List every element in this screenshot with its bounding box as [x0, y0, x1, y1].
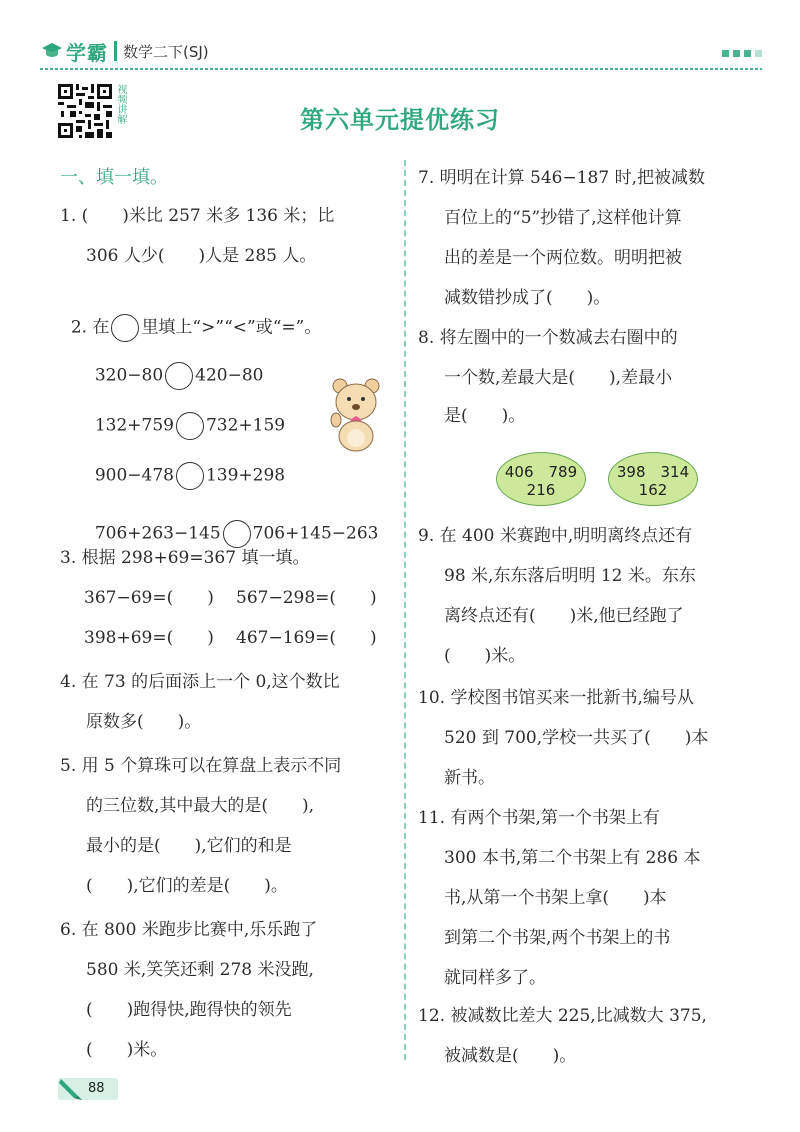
compare-left: 320−80: [94, 365, 164, 386]
brand-logo: [40, 36, 209, 66]
question-5-line3: 最小的是( ),它们的和是: [86, 836, 292, 856]
compare-left: 132+759: [94, 415, 174, 436]
compare-right: 420−80: [195, 365, 264, 386]
question-11-line5: 就同样多了。: [444, 968, 546, 988]
page-number-text: 88: [88, 1081, 105, 1096]
question-3-a: 367−69=( ): [84, 588, 214, 608]
compare-row-3: [84, 438, 285, 490]
question-9-line4: ( )米。: [444, 646, 526, 666]
header-rule: [40, 68, 762, 70]
compare-circle[interactable]: [176, 412, 204, 440]
logo-text: 学霸: [66, 40, 108, 65]
page-title: 第六单元提优练习: [300, 106, 500, 134]
question-3-b: 567−298=( ): [236, 588, 377, 608]
question-5-line4: ( ),它们的差是( )。: [86, 876, 288, 896]
column-divider: [404, 160, 406, 1060]
question-7-line1: 7. 明明在计算 546−187 时,把被减数: [418, 168, 705, 188]
question-3-d: 467−169=( ): [236, 628, 377, 648]
compare-right: 732+159: [205, 415, 286, 436]
logo-separator: [114, 41, 117, 61]
question-3-prompt: 3. 根据 298+69=367 填一填。: [60, 548, 310, 568]
compare-circle[interactable]: [223, 520, 251, 548]
page-header: [40, 36, 762, 72]
compare-row-2: [84, 388, 285, 440]
question-2-suffix: 里填上“>”“<”或“=”。: [141, 317, 322, 338]
compare-row-1: [84, 338, 263, 390]
question-2-prefix: 2. 在: [70, 317, 110, 338]
question-1-line2: 306 人少( )人是 285 人。: [86, 246, 317, 266]
page-number: [58, 1078, 118, 1100]
compare-left: 900−478: [94, 465, 174, 486]
question-9-line1: 9. 在 400 米赛跑中,明明离终点还有: [418, 526, 693, 546]
right-number-oval: [608, 452, 698, 506]
question-10-line2: 520 到 700,学校一共买了( )本: [444, 728, 709, 748]
question-10-line1: 10. 学校图书馆买来一批新书,编号从: [418, 688, 694, 708]
compare-right: 706+145−263: [252, 523, 379, 544]
compare-row-4: [84, 496, 379, 548]
book-title: 数学二下(SJ): [123, 42, 209, 61]
question-8-line3: 是( )。: [444, 406, 526, 426]
question-11-line4: 到第二个书架,两个书架上的书: [444, 928, 671, 948]
question-11-line1: 11. 有两个书架,第一个书架上有: [418, 808, 660, 828]
question-2-prompt: [60, 290, 321, 342]
question-1-line1: 1. ( )米比 257 米多 136 米；比: [60, 206, 335, 226]
question-12-line2: 被减数是( )。: [444, 1046, 577, 1066]
question-6-line1: 6. 在 800 米跑步比赛中,乐乐跑了: [60, 920, 318, 940]
question-12-line1: 12. 被减数比差大 225,比减数大 375,: [418, 1006, 707, 1026]
question-8-line1: 8. 将左圈中的一个数减去右圈中的: [418, 328, 678, 348]
compare-left: 706+263−145: [94, 523, 221, 544]
question-3-c: 398+69=( ): [84, 628, 214, 648]
question-5-line1: 5. 用 5 个算珠可以在算盘上表示不同: [60, 756, 342, 776]
question-7-line4: 减数错抄成了( )。: [444, 288, 611, 308]
header-squares: [722, 50, 762, 57]
oval-numbers-bottom: 162: [638, 481, 668, 499]
pencil-icon: [58, 1076, 84, 1102]
question-7-line3: 出的差是一个两位数。明明把被: [444, 248, 682, 268]
oval-numbers-top: 406 789: [504, 463, 578, 481]
question-8-line2: 一个数,差最大是( ),差最小: [444, 368, 673, 388]
page-number-box: [58, 1078, 118, 1100]
graduation-cap-icon: [40, 39, 64, 63]
section-heading: 一、填一填。: [60, 167, 168, 188]
compare-circle[interactable]: [165, 362, 193, 390]
question-11-line3: 书,从第一个书架上拿( )本: [444, 888, 667, 908]
number-circles: [496, 452, 706, 512]
question-9-line2: 98 米,东东落后明明 12 米。东东: [444, 566, 696, 586]
oval-numbers-bottom: 216: [526, 481, 556, 499]
question-6-line2: 580 米,笑笑还剩 278 米没跑,: [86, 960, 314, 980]
question-7-line2: 百位上的“5”抄错了,这样他计算: [444, 208, 682, 228]
oval-numbers-top: 398 314: [616, 463, 690, 481]
question-6-line4: ( )米。: [86, 1040, 168, 1060]
question-6-line3: ( )跑得快,跑得快的领先: [86, 1000, 292, 1020]
question-10-line3: 新书。: [444, 768, 495, 788]
question-9-line3: 离终点还有( )米,他已经跑了: [444, 606, 684, 626]
question-4-line1: 4. 在 73 的后面添上一个 0,这个数比: [60, 672, 340, 692]
left-number-oval: [496, 452, 586, 506]
bear-illustration: [326, 376, 386, 452]
question-4-line2: 原数多( )。: [86, 712, 202, 732]
qr-label: 视频讲解: [115, 84, 126, 124]
compare-right: 139+298: [205, 465, 286, 486]
question-11-line2: 300 本书,第二个书架上有 286 本: [444, 848, 701, 868]
question-5-line2: 的三位数,其中最大的是( ),: [86, 796, 315, 816]
compare-circle[interactable]: [176, 462, 204, 490]
